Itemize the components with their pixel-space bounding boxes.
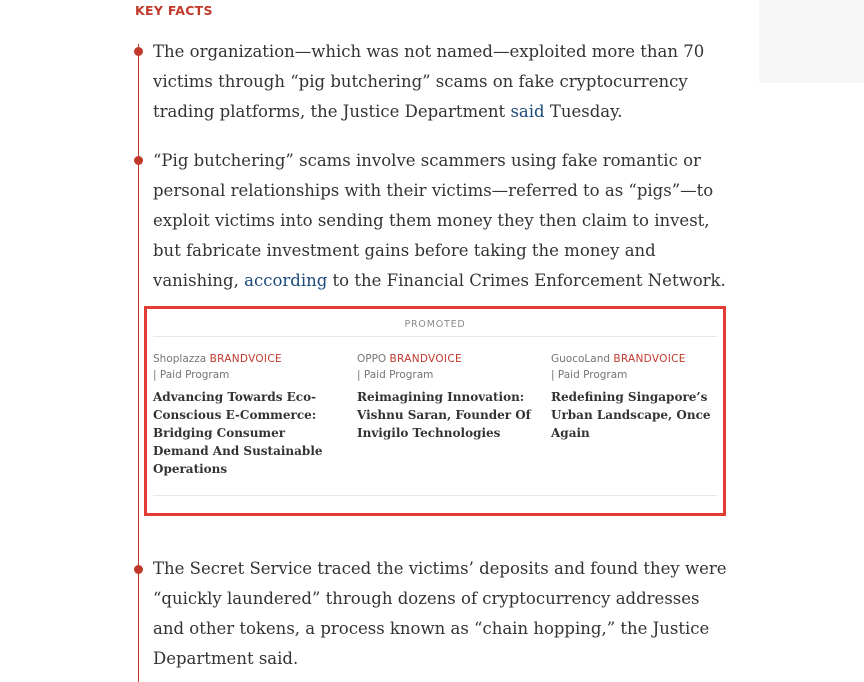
- according-link[interactable]: according: [244, 271, 328, 290]
- key-fact-1: [153, 37, 733, 127]
- key-fact-3: The Secret Service traced the victims’ deposits and found they were “quickly laundered” through dozens of cryptocurrency addresses and other tokens, a process known as “chain hopping,” the Justice Department said.: [153, 559, 727, 668]
- promo-divider: [153, 336, 717, 337]
- promo-meta: [551, 351, 731, 383]
- key-fact-2: [153, 146, 733, 296]
- bullet-dot: [134, 156, 143, 165]
- fact-text: to the Financial Crimes Enforcement Network.: [327, 271, 726, 290]
- side-panel: [759, 0, 864, 83]
- fact-text: The organization—which was not named—exploited more than 70 victims through “pig butchering” scams on fake cryptocurrency trading platforms, the Justice Department: [153, 42, 705, 121]
- brandvoice-tag: BRANDVOICE: [209, 353, 282, 365]
- promo-meta: [153, 351, 333, 383]
- promo-title[interactable]: Redefining Singapore’s Urban Landscape, Once Again: [551, 390, 711, 440]
- promo-brand: OPPO: [357, 353, 387, 365]
- fact-text: Tuesday.: [544, 102, 623, 121]
- promo-card-guocoland[interactable]: [551, 351, 731, 442]
- bullet-dot: [134, 565, 143, 574]
- promo-title[interactable]: Reimagining Innovation: Vishnu Saran, Founder Of Invigilo Technologies: [357, 390, 531, 440]
- paid-program-label: | Paid Program: [357, 369, 434, 381]
- brandvoice-tag: BRANDVOICE: [613, 353, 686, 365]
- promo-divider: [153, 495, 717, 496]
- key-facts-heading: KEY FACTS: [135, 3, 213, 18]
- promoted-label: PROMOTED: [404, 319, 466, 330]
- timeline-line: [138, 44, 139, 682]
- promo-meta: [357, 351, 537, 383]
- promo-brand: Shoplazza: [153, 353, 207, 365]
- promo-card-oppo[interactable]: [357, 351, 537, 442]
- promo-card-shoplazza[interactable]: [153, 351, 333, 478]
- promo-brand: GuocoLand: [551, 353, 611, 365]
- paid-program-label: | Paid Program: [551, 369, 628, 381]
- brandvoice-tag: BRANDVOICE: [389, 353, 462, 365]
- promoted-module: [144, 306, 726, 516]
- said-link[interactable]: said: [510, 102, 545, 121]
- paid-program-label: | Paid Program: [153, 369, 230, 381]
- promo-title[interactable]: Advancing Towards Eco-Conscious E-Commerce: Bridging Consumer Demand And Sustainable Operations: [153, 390, 323, 476]
- bullet-dot: [134, 47, 143, 56]
- fact-text: “Pig butchering” scams involve scammers using fake romantic or personal relationships with their victims—referred to as “pigs”—to exploit victims into sending them money they then claim to invest, but fabricate investment gains before taking the money and vanishing,: [153, 151, 714, 290]
